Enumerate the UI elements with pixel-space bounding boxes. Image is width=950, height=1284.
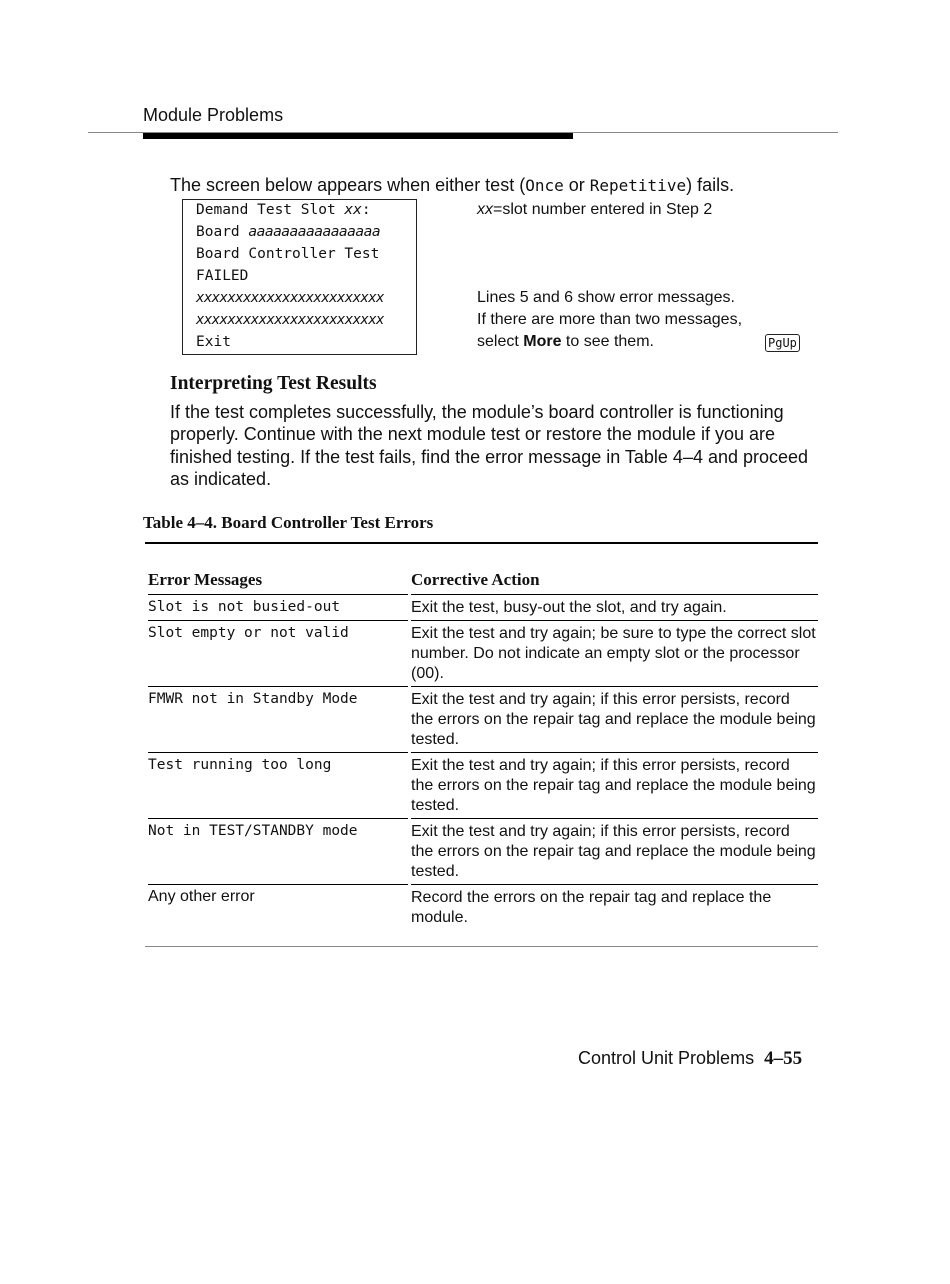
once-option: Once [525,176,564,195]
intro-text-before: The screen below appears when either test ( [170,175,526,195]
table-row-3-action: Exit the test and try again; if this error persists, record the errors on the repair tag and replace the module being tested. [411,691,816,748]
running-footer [578,1048,802,1070]
table-row-4-error: Test running too long [148,757,332,773]
table-row-5-error: Not in TEST/STANDBY mode [148,823,358,839]
row-rule-right [411,620,818,621]
running-header: Module Problems [143,105,284,125]
table-row-2-action: Exit the test and try again; be sure to type the correct slot number. Do not indicate an empty slot or the processor (00). [411,625,816,682]
table-row-1-action: Exit the test, busy-out the slot, and try again. [411,599,727,616]
table-row-4-action: Exit the test and try again; if this error persists, record the errors on the repair tag and replace the module being tested. [411,757,816,814]
row-rule-right [411,884,818,885]
row-rule-left [148,884,408,885]
row-rule-left [148,818,408,819]
page-number: 4–55 [764,1048,803,1069]
table-row-6-error: Any other error [148,888,255,905]
screen-line-failed: FAILED [196,268,249,284]
table-row-2-error: Slot empty or not valid [148,625,349,641]
screen-line-board-controller-test: Board Controller Test [196,246,380,262]
screen-line-error-2: xxxxxxxxxxxxxxxxxxxxxxxx [196,312,384,328]
row-rule-left [148,620,408,621]
table-row-5-action: Exit the test and try again; if this error persists, record the errors on the repair tag and replace the module being tested. [411,823,816,880]
section-heading: Interpreting Test Results [170,373,377,394]
column-header-corrective-action: Corrective Action [411,570,540,589]
footer-title: Control Unit Problems [578,1048,755,1068]
screen-line-error-1: xxxxxxxxxxxxxxxxxxxxxxxx [196,290,384,306]
note-lines-5-6: Lines 5 and 6 show error messages. [477,289,735,306]
table-caption: Table 4–4. Board Controller Test Errors [143,513,434,532]
screen-line-exit: Exit [196,334,231,350]
repetitive-option: Repetitive [589,176,687,195]
row-rule-right [411,818,818,819]
intro-text-or: or [563,175,590,195]
column-header-error-messages: Error Messages [148,570,263,589]
note-slot-number: xx=slot number entered in Step 2 [477,201,713,218]
note-more-messages: If there are more than two messages, [477,311,743,328]
table-row-3-error: FMWR not in Standby Mode [148,691,358,707]
intro-sentence [170,175,734,196]
header-thick-rule [143,133,573,139]
screen-line-demand-test: Demand Test Slot xx: [196,202,371,218]
note-select-more: select More to see them. [477,333,654,350]
row-rule-right [411,686,818,687]
table-row-6-action: Record the errors on the repair tag and replace the module. [411,889,772,926]
header-rule-left [148,594,408,595]
row-rule-right [411,752,818,753]
table-row-1-error: Slot is not busied-out [148,599,341,615]
pgup-key-icon: PgUp [765,334,800,352]
table-bottom-rule [145,946,818,947]
caption-rule [145,542,818,544]
row-rule-left [148,686,408,687]
header-rule-right [411,594,818,595]
body-paragraph: If the test completes successfully, the module’s board controller is functioning properly. Continue with the next module test or restore the module if you are finished testing. If the test fails, find the error message in Table 4–4 and proceed as indicated. [170,402,809,489]
intro-text-after: ) fails. [686,175,735,195]
row-rule-left [148,752,408,753]
screen-line-board: Board aaaaaaaaaaaaaaaa [196,224,381,240]
